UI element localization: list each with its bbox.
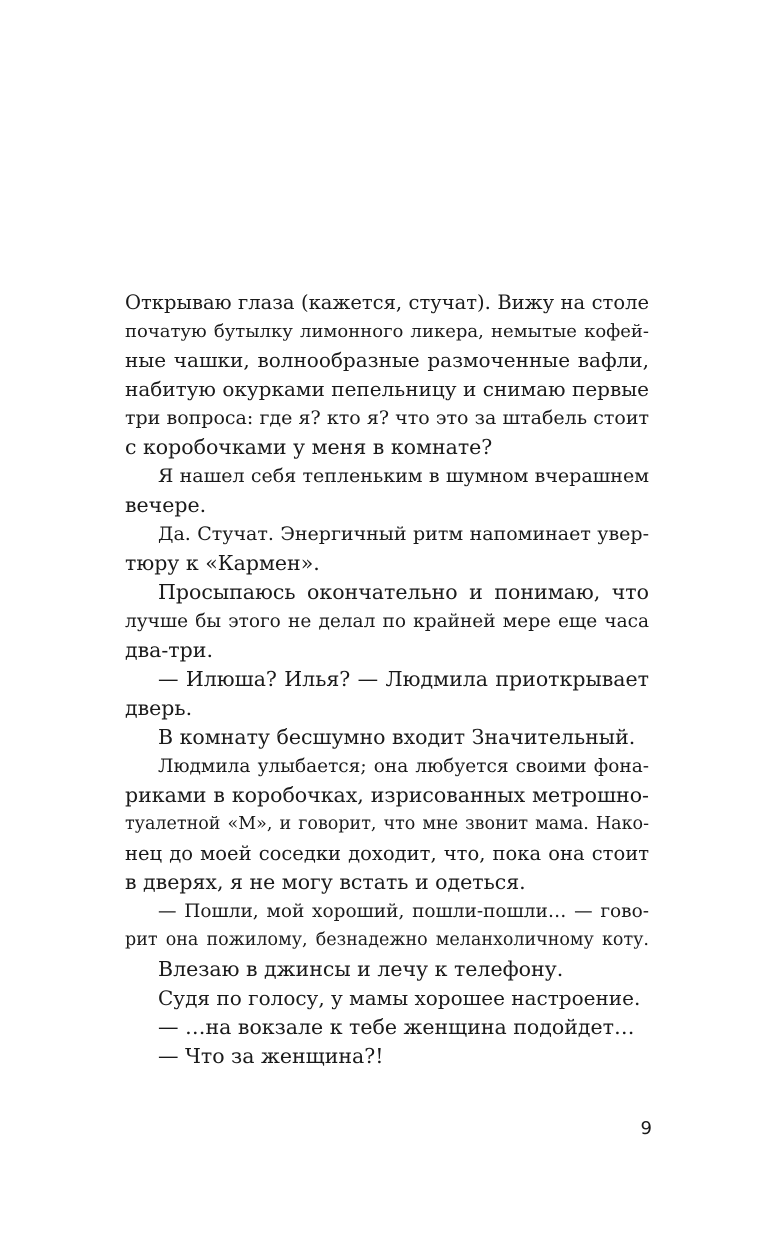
text-line: с коробочками у меня в комнате?: [125, 435, 493, 459]
text-line: лучше бы этого не делал по крайней мере еще часа: [125, 611, 649, 632]
text-line: Судя по голосу, у мамы хорошее настроение.: [158, 986, 641, 1010]
page-number: 9: [640, 1118, 652, 1139]
text-line: два-три.: [125, 638, 213, 662]
text-line: дверь.: [125, 696, 193, 720]
text-line: Я нашел себя тепленьким в шумном вчерашнем: [158, 465, 649, 487]
text-line: Открываю глаза (кажется, стучат). Вижу на столе: [125, 291, 649, 314]
text-line: набитую окурками пепельницу и снимаю первые: [125, 377, 649, 401]
body-text: [125, 288, 649, 1071]
text-line: Просыпаюсь окончательно и понимаю, что: [158, 580, 649, 604]
text-line: — Пошли, мой хороший, пошли-пошли… — гово-: [158, 901, 649, 922]
text-line: — Что за женщина?!: [158, 1044, 384, 1068]
text-line: Да. Стучат. Энергичный ритм напоминает увер-: [158, 523, 649, 545]
text-line: ные чашки, волнообразные размоченные вафли,: [125, 348, 649, 372]
text-line: В комнату бесшумно входит Значительный.: [158, 725, 636, 749]
text-line: Влезаю в джинсы и лечу к телефону.: [158, 957, 564, 981]
text-line: рит она пожилому, безнадежно меланхоличному коту.: [125, 930, 649, 950]
text-line: тюру к «Кармен».: [125, 551, 320, 575]
text-line: туалетной «М», и говорит, что мне звонит мама. Нако-: [125, 814, 649, 834]
text-line: вечере.: [125, 493, 207, 517]
text-line: риками в коробочках, изрисованных метрошно-: [125, 783, 649, 807]
text-line: три вопроса: где я? кто я? что это за штабель стоит: [125, 407, 649, 429]
text-line: в дверях, я не могу встать и одеться.: [125, 870, 526, 894]
text-line: початую бутылку лимонного ликера, немытые кофей-: [125, 321, 649, 342]
text-line: Людмила улыбается; она любуется своими фона-: [158, 756, 649, 777]
text-line: нец до моей соседки доходит, что, пока она стоит: [125, 842, 649, 865]
text-line: — …на вокзале к тебе женщина подойдет…: [158, 1015, 635, 1039]
text-line: — Илюша? Илья? — Людмила приоткрывает: [158, 667, 649, 691]
